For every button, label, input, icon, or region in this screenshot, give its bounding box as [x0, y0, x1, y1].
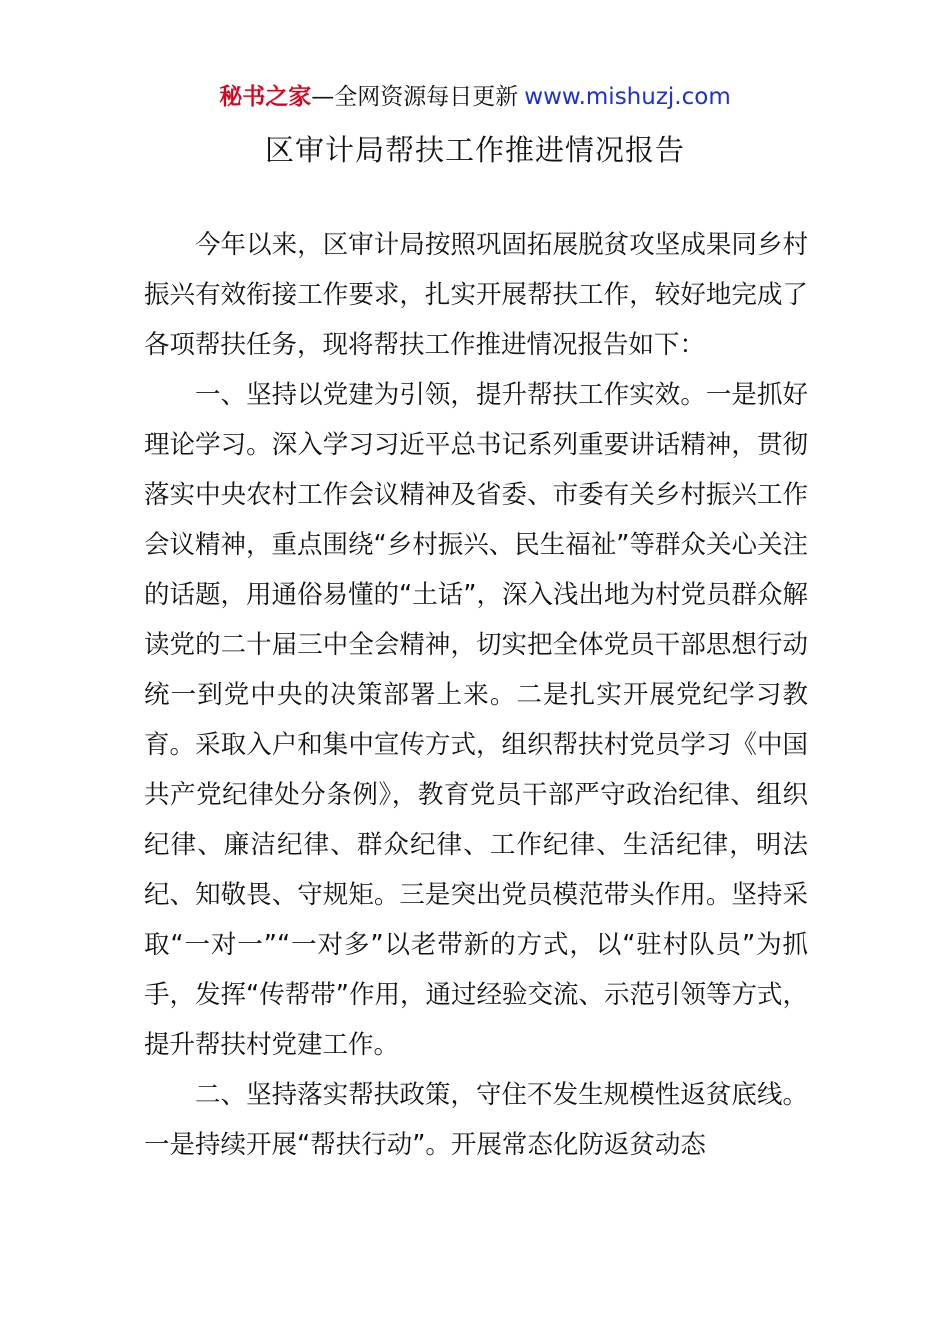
site-brand-name: 秘书之家: [219, 84, 312, 110]
document-title: 区审计局帮扶工作推进情况报告: [264, 133, 685, 167]
header-dash: —: [311, 84, 335, 110]
paragraph-intro: 今年以来，区审计局按照巩固拓展脱贫攻坚成果同乡村振兴有效衔接工作要求，扎实开展帮扶工作，较好地完成了各项帮扶任务，现将帮扶工作推进情况报告如下：: [144, 230, 808, 360]
paragraph-section-two: 二、坚持落实帮扶政策，守住不发生规模性返贫底线。一是持续开展“帮扶行动”。开展常态化防返贫动态: [144, 1080, 808, 1160]
site-url-link[interactable]: www.mishuzj.com: [524, 84, 731, 110]
site-slogan: 全网资源每日更新: [334, 84, 519, 110]
site-header: [0, 80, 950, 114]
paragraph-section-one: 一、坚持以党建为引领，提升帮扶工作实效。一是抓好理论学习。深入学习习近平总书记系列重要讲话精神，贯彻落实中央农村工作会议精神及省委、市委有关乡村振兴工作会议精神，重点围绕“乡村振兴、民生福祉”等群众关心关注的话题，用通俗易懂的“土话”，深入浅出地为村党员群众解读党的二十届三中全会精神，切实把全体党员干部思想行动统一到党中央的决策部署上来。二是扎实开展党纪学习教育。采取入户和集中宣传方式，组织帮扶村党员学习《中国共产党纪律处分条例》，教育党员干部严守政治纪律、组织纪律、廉洁纪律、群众纪律、工作纪律、生活纪律，明法纪、知敬畏、守规矩。三是突出党员模范带头作用。坚持采取“一对一”“一对多”以老带新的方式，以“驻村队员”为抓手，发挥“传帮带”作用，通过经验交流、示范引领等方式，提升帮扶村党建工作。: [144, 380, 808, 1060]
document-body: [144, 220, 808, 1170]
